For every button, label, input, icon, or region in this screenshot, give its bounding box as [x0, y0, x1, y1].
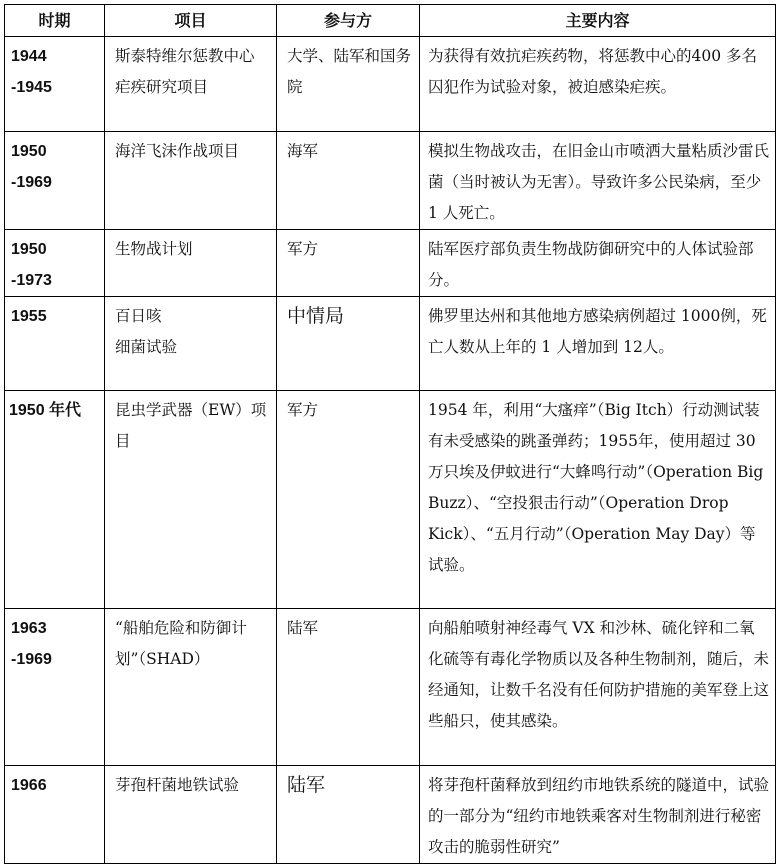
period-cell: 1944 -1945	[5, 37, 105, 132]
period-cell: 1950 年代	[5, 391, 105, 609]
table-row	[5, 132, 776, 230]
table-row	[5, 230, 776, 297]
project-cell: 百日咳 细菌试验	[105, 297, 277, 391]
project-cell: 生物战计划	[105, 230, 277, 297]
header-row	[5, 5, 776, 37]
table-row	[5, 391, 776, 609]
period-cell: 1963 -1969	[5, 609, 105, 766]
content-cell: 向船舶喷射神经毒气 VX 和沙林、硫化锌和二氧化硫等有毒化学物质以及各种生物制剂，随后，未经通知，让数千名没有任何防护措施的美军登上这些船只，使其感染。	[420, 609, 776, 766]
party-cell: 大学、陆军和国务院	[277, 37, 420, 132]
content-cell: 1954 年，利用“大瘙痒”（Big Itch）行动测试装有未受感染的跳蚤弹药；1955年，使用超过 30 万只埃及伊蚊进行“大蜂鸣行动”（Operation Big Buzz）、“空投狠击行动”（Operation Drop Kick）、“五月行动”（Operation May Day）等试验。	[420, 391, 776, 609]
header-content: 主要内容	[420, 5, 776, 37]
content-cell: 为获得有效抗疟疾药物，将惩教中心的400 多名囚犯作为试验对象，被迫感染疟疾。	[420, 37, 776, 132]
content-cell: 佛罗里达州和其他地方感染病例超过 1000例，死亡人数从上年的 1 人增加到 12人。	[420, 297, 776, 391]
experiments-table	[4, 4, 776, 864]
party-cell: 军方	[277, 391, 420, 609]
content-cell: 模拟生物战攻击，在旧金山市喷洒大量粘质沙雷氏菌（当时被认为无害）。导致许多公民染病，至少 1 人死亡。	[420, 132, 776, 230]
table-row	[5, 37, 776, 132]
project-cell: 斯泰特维尔惩教中心疟疾研究项目	[105, 37, 277, 132]
header-period: 时期	[5, 5, 105, 37]
content-cell: 陆军医疗部负责生物战防御研究中的人体试验部分。	[420, 230, 776, 297]
party-cell: 军方	[277, 230, 420, 297]
project-cell: 芽孢杆菌地铁试验	[105, 766, 277, 864]
table-row	[5, 609, 776, 766]
table-row	[5, 766, 776, 864]
project-cell: “船舶危险和防御计划”（SHAD）	[105, 609, 277, 766]
project-cell: 海洋飞沫作战项目	[105, 132, 277, 230]
period-cell: 1950 -1973	[5, 230, 105, 297]
party-cell: 中情局	[277, 297, 420, 391]
party-cell: 陆军	[277, 609, 420, 766]
period-cell: 1966	[5, 766, 105, 864]
party-cell: 陆军	[277, 766, 420, 864]
period-cell: 1950 -1969	[5, 132, 105, 230]
party-cell: 海军	[277, 132, 420, 230]
header-project: 项目	[105, 5, 277, 37]
period-cell: 1955	[5, 297, 105, 391]
header-party: 参与方	[277, 5, 420, 37]
table-row	[5, 297, 776, 391]
project-cell: 昆虫学武器（EW）项目	[105, 391, 277, 609]
content-cell: 将芽孢杆菌释放到纽约市地铁系统的隧道中，试验的一部分为“纽约市地铁乘客对生物制剂进行秘密攻击的脆弱性研究”	[420, 766, 776, 864]
